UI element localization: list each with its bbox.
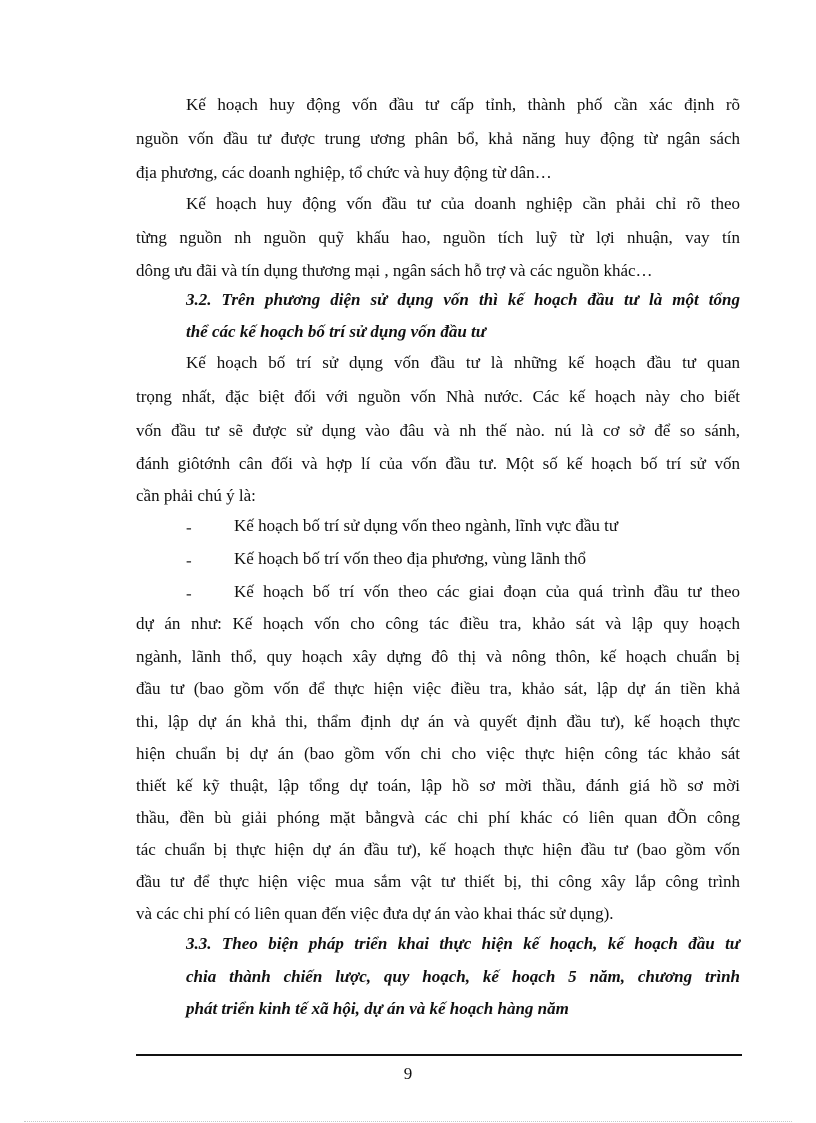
paragraph-line: vốn đầu tư sẽ được sử dụng vào đâu và nh thế nào. nú là cơ sở để so sánh, bbox=[136, 421, 740, 440]
paragraph-line: Kế hoạch huy động vốn đầu tư của doanh nghiệp cần phải chỉ rõ theo bbox=[186, 194, 740, 213]
section-heading-3-2: 3.2. Trên phương diện sử dụng vốn thì kế hoạch đầu tư là một tổng bbox=[186, 290, 740, 309]
paragraph-line: trọng nhất, đặc biệt đối với nguồn vốn Nhà nước. Các kế hoạch này cho biết bbox=[136, 387, 740, 406]
bullet-item: Kế hoạch bố trí sử dụng vốn theo ngành, lĩnh vực đầu tư bbox=[234, 516, 619, 535]
paragraph-line: nguồn vốn đầu tư được trung ương phân bổ, khả năng huy động từ ngân sách bbox=[136, 129, 740, 148]
paragraph-line: dự án như: Kế hoạch vốn cho công tác điều tra, khảo sát và lập quy hoạch bbox=[136, 614, 740, 633]
paragraph-line: đầu tư để thực hiện việc mua sắm vật tư thiết bị, thi công xây lắp công trình bbox=[136, 872, 740, 891]
page-bottom-border bbox=[24, 1121, 792, 1122]
section-heading-3-3: phát triển kinh tế xã hội, dự án và kế hoạch hàng năm bbox=[186, 999, 569, 1018]
bullet-item: Kế hoạch bố trí vốn theo các giai đoạn của quá trình đầu tư theo bbox=[234, 582, 740, 601]
footer-divider bbox=[136, 1054, 742, 1056]
page-number: 9 bbox=[403, 1064, 413, 1083]
section-heading-3-2: thể các kế hoạch bố trí sử dụng vốn đầu tư bbox=[186, 322, 486, 341]
bullet-marker: - bbox=[186, 551, 192, 570]
paragraph-line: và các chi phí có liên quan đến việc đưa dự án vào khai thác sử dụng). bbox=[136, 904, 614, 923]
bullet-marker: - bbox=[186, 518, 192, 537]
section-heading-3-3: chia thành chiến lược, quy hoạch, kế hoạch 5 năm, chương trình bbox=[186, 967, 740, 986]
paragraph-line: Kế hoạch bố trí sử dụng vốn đầu tư là những kế hoạch đầu tư quan bbox=[186, 353, 740, 372]
paragraph-line: ngành, lãnh thổ, quy hoạch xây dựng đô thị và nông thôn, kế hoạch chuẩn bị bbox=[136, 647, 740, 666]
paragraph-line: thiết kế kỹ thuật, lập tổng dự toán, lập hồ sơ mời thầu, đánh giá hồ sơ mời bbox=[136, 776, 740, 795]
paragraph-line: tác chuẩn bị thực hiện dự án đầu tư), kế hoạch thực hiện đầu tư (bao gồm vốn bbox=[136, 840, 740, 859]
paragraph-line: địa phương, các doanh nghiệp, tổ chức và huy động từ dân… bbox=[136, 163, 552, 182]
paragraph-line: thi, lập dự án khả thi, thẩm định dự án và quyết định đầu tư), kế hoạch thực bbox=[136, 712, 740, 731]
paragraph-line: cần phải chú ý là: bbox=[136, 486, 256, 505]
paragraph-line: hiện chuẩn bị dự án (bao gồm vốn chi cho việc thực hiện công tác khảo sát bbox=[136, 744, 740, 763]
section-heading-3-3: 3.3. Theo biện pháp triển khai thực hiện kế hoạch, kế hoạch đầu tư bbox=[186, 934, 740, 953]
paragraph-line: thầu, đền bù giải phóng mặt bằngvà các chi phí khác có liên quan đÕn công bbox=[136, 808, 740, 827]
paragraph-line: đánh giôtớnh cân đối và hợp lí của vốn đầu tư. Một số kế hoạch bố trí sử vốn bbox=[136, 454, 740, 473]
bullet-marker: - bbox=[186, 584, 192, 603]
paragraph-line: từng nguồn nh nguồn quỹ khấu hao, nguồn tích luỹ từ lợi nhuận, vay tín bbox=[136, 228, 740, 247]
paragraph-line: Kế hoạch huy động vốn đầu tư cấp tỉnh, thành phố cần xác định rõ bbox=[186, 95, 740, 114]
paragraph-line: dông ưu đãi và tín dụng thương mại , ngân sách hỗ trợ và các nguồn khác… bbox=[136, 261, 653, 280]
bullet-item: Kế hoạch bố trí vốn theo địa phương, vùng lãnh thổ bbox=[234, 549, 587, 568]
paragraph-line: đầu tư (bao gồm vốn để thực hiện việc điều tra, khảo sát, lập dự án tiền khả bbox=[136, 679, 740, 698]
